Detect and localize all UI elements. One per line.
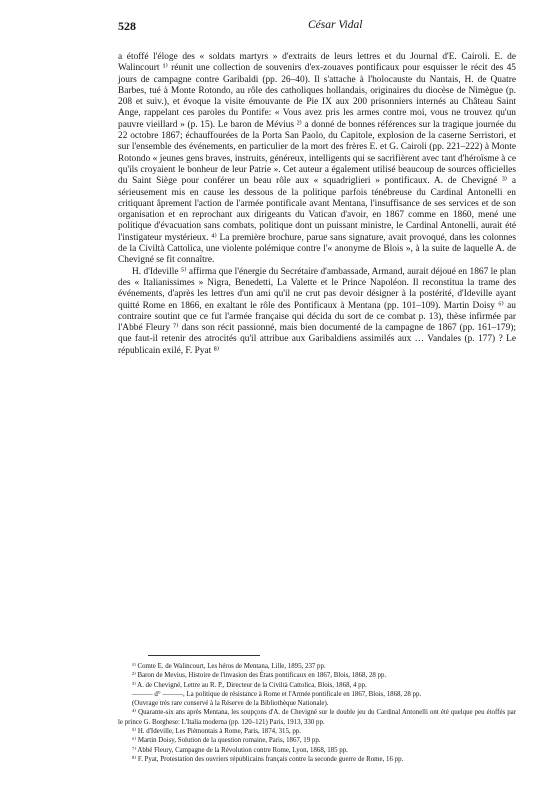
footnotes	[118, 655, 516, 764]
footnote: ⁸⁾ F. Pyat, Protestation des ouvriers républicains français contre la seconde guerre de Rome, 16 pp.	[132, 755, 404, 763]
footnote-rule	[148, 655, 260, 656]
footnote: ——— d° ———, La politique de résistance à Rome et l'Armée pontificale en 1867, Blois, 1868, 28 pp.	[132, 690, 422, 698]
footnote: (Ouvrage très rare conservé à la Réserve de la Bibliothèque Nationale).	[132, 700, 329, 708]
footnote: ⁴⁾ Quarante-six ans après Mentana, les soupçons d'A. de Chevigné sur le double jeu du Cardinal Antonelli ont été quelque peu étoffés par le prince G. Borghese: L'Italia moderna (pp. 120–121) Paris, 1913, 330 pp.	[118, 709, 516, 726]
running-header	[118, 19, 518, 35]
running-title: César Vidal	[308, 19, 363, 31]
main-text	[118, 52, 516, 357]
footnote: ⁶⁾ Martin Doisy, Solution de la question romaine, Paris, 1867, 19 pp.	[132, 737, 321, 745]
footnote: ⁷⁾ Abbé Fleury, Campagne de la Révolution contre Rome, Lyon, 1868, 185 pp.	[132, 746, 348, 754]
footnote: ⁵⁾ H. d'Ideville, Les Piémontais à Rome, Paris, 1874, 315, pp.	[132, 728, 301, 736]
footnote: ²⁾ Baron de Mevius, Histoire de l'invasion des États pontificaux en 1867, Blois, 1868, 28 pp.	[132, 672, 387, 680]
page-number: 528	[118, 19, 136, 33]
body-paragraph: a étoffé l'éloge des « soldats martyrs » d'extraits de leurs lettres et du Journal d'E. Cairoli. E. de Walincourt ¹⁾ réunit une collection de souvenirs d'ex-zouaves pontificaux pour esquisser le récit des 45 jours de campagne contre Garibaldi (pp. 26–40). Il s'attache à l'holocauste du Nantais, H. de Quatre Barbes, tué à Monte Rotondo, au rôle des catholiques hollandais, originaires du diocèse de Nimègue (p. 208 et suiv.), et évoque la visite émouvante de Pie IX aux 200 prisonniers internés au Château Saint Ange, rappelant ces paroles du Pontife: « Vous avez pris les armes contre moi, vous ne trouvez qu'un pauvre vieillard » (p. 15). Le baron de Mévius ²⁾ a donné de bonnes références sur la tragique journée du 22 octobre 1867; échauffourées de la Porta San Paolo, du Capitole, explosion de la caserne Serristori, et sur l'ensemble des événements, en particulier de la mort des frères E. et G. Cairoli (pp. 221–222) à Monte Rotondo « jeunes gens braves, instruits, généreux, intelligents qui se sacrifièrent avec tant d'héroïsme à ce qu'ils croyaient le bonheur de leur Patrie ». Cet auteur a également utilisé beaucoup de sources officielles du Saint Siège pour conférer un beau rôle aux « squadriglieri » pontificaux. A. de Chevigné ³⁾ a sérieusement mis en cause les dessous de la politique parfois ténébreuse du Cardinal Antonelli en critiquant âprement l'action de l'armée pontificale avant Mentana, l'insuffisance de ses services et de son organisation et en reprochant aux dirigeants du Vatican d'avoir, en 1867 comme en 1860, mené une politique d'évacuation sans combats, politique dont un puissant ministre, le Cardinal Antonelli, aurait été l'instigateur mystérieux. ⁴⁾ La première brochure, parue sans signature, avait provoqué, dans les colonnes de la Civiltà Cattolica, une violente polémique contre l'« anonyme de Blois », à la suite de laquelle A. de Chevigné se fit connaître.	[118, 52, 516, 266]
body-paragraph: H. d'Ideville ⁵⁾ affirma que l'énergie du Secrétaire d'ambassade, Armand, aurait déjoué en 1867 le plan des « Italianissimes » Nigra, Benedetti, La Valette et le Prince Napoléon. Il reconstitua la trame des événements, d'après les lettres d'un ami qu'il ne crut pas devoir désigner à la postérité, d'Ideville ayant quitté Rome en 1866, en exaltant le rôle des Pontificaux à Mentana (pp. 101–109). Martin Doisy ⁶⁾ au contraire soutint que ce fut l'armée française qui décida du sort de ce combat p. 13), thèse infirmée par l'Abbé Fleury ⁷⁾ dans son récit passionné, mais bien documenté de la campagne de 1867 (pp. 161–179); que faut-il retenir des atrocités qu'il attribue aux Garibaldiens assimilés aux … Vandales (p. 177) ? Le républicain exilé, F. Pyat ⁸⁾	[118, 266, 516, 356]
footnote: ¹⁾ Comte E. de Walincourt, Les héros de Mentana, Lille, 1895, 237 pp.	[132, 663, 326, 670]
footnote: ³⁾ A. de Chevigné, Lettre au R. P., Directeur de la Civiltà Cattolica, Blois, 1868, 4 pp.	[132, 681, 367, 689]
